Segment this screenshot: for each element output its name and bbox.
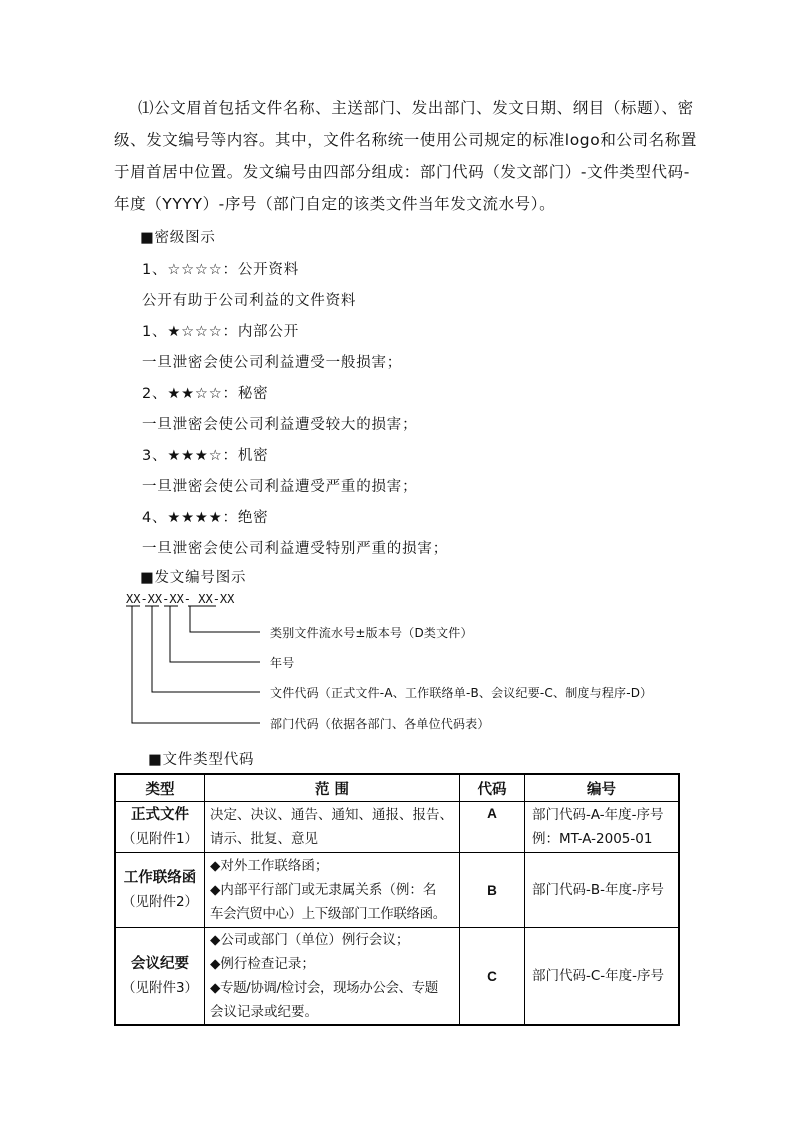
secret-level-desc: 公开有助于公司利益的文件资料 (142, 293, 357, 309)
secret-level-desc: 一旦泄密会使公司利益遭受特别严重的损害； (142, 541, 448, 557)
scope-cell (205, 802, 460, 853)
header-number: 编号 (525, 774, 680, 802)
header-type: 类型 (115, 774, 205, 802)
type-cell (115, 853, 205, 928)
scope-line: ◆对外工作联络函； (210, 858, 329, 874)
scope-line: 决定、决议、通告、通知、通报、报告、 (210, 807, 453, 823)
numbering-heading: ■发文编号图示 (140, 570, 247, 586)
secret-heading: ■密级图示 (140, 230, 216, 246)
numbering-label-department: 部门代码（依据各部门、各单位代码表） (270, 717, 490, 731)
scope-line: 车会汽贸中心）上下级部门工作联络函。 (210, 906, 446, 922)
number-cell (525, 928, 680, 1026)
intro-line-2: 级、发文编号等内容。其中，文件名称统一使用公司规定的标准logo和公司名称置 (114, 131, 697, 149)
header-scope: 范 围 (205, 774, 460, 802)
secret-level-desc: 一旦泄密会使公司利益遭受一般损害； (142, 355, 403, 371)
intro-line-4: 年度（YYYY）-序号（部门自定的该类文件当年发文流水号）。 (114, 195, 556, 213)
numbering-label-doctype: 文件代码（正式文件-A、工作联络单-B、会议纪要-C、制度与程序-D） (270, 686, 653, 700)
scope-line: ◆例行检查记录； (210, 956, 315, 972)
number-cell (525, 853, 680, 928)
table-row (115, 853, 679, 928)
scope-line: ◆内部平行部门或无隶属关系（例：名 (210, 882, 437, 898)
numbering-code: XX-XX-XX- XX-XX (126, 592, 235, 606)
type-cell (115, 928, 205, 1026)
types-heading: ■文件类型代码 (148, 752, 255, 768)
secret-level-label: 1、☆☆☆☆：公开资料 (142, 262, 300, 278)
intro-line-3: 于眉首居中位置。发文编号由四部分组成：部门代码（发文部门）-文件类型代码- (114, 163, 690, 181)
secret-level-label: 4、★★★★：绝密 (142, 510, 269, 526)
type-attachment: （见附件2） (121, 894, 199, 910)
type-name: 正式文件 (131, 807, 189, 823)
type-attachment: （见附件3） (121, 980, 199, 996)
secret-level-desc: 一旦泄密会使公司利益遭受较大的损害； (142, 417, 418, 433)
type-attachment: （见附件1） (121, 831, 199, 847)
intro-paragraph (114, 92, 697, 220)
number-cell (525, 802, 680, 853)
type-name: 工作联络函 (123, 870, 197, 886)
number-line: 部门代码-B-年度-序号 (532, 882, 664, 898)
code-cell: A (460, 802, 525, 853)
numbering-label-year: 年号 (270, 656, 295, 670)
secret-level-label: 3、★★★☆：机密 (142, 448, 269, 464)
code-cell: B (460, 853, 525, 928)
file-type-table (114, 773, 680, 1026)
intro-line-1: ⑴公文眉首包括文件名称、主送部门、发出部门、发文日期、纲目（标题）、密 (138, 99, 694, 117)
number-line: 部门代码-C-年度-序号 (532, 968, 665, 984)
scope-line: 请示、批复、意见 (210, 831, 318, 847)
numbering-label-serial: 类别文件流水号±版本号（D类文件） (270, 626, 473, 640)
table-row (115, 802, 679, 853)
number-line: 部门代码-A-年度-序号 (532, 807, 664, 823)
table-row (115, 928, 679, 1026)
scope-line: 会议记录或纪要。 (210, 1004, 318, 1020)
type-name: 会议纪要 (131, 956, 189, 972)
secret-level-label: 2、★★☆☆：秘密 (142, 386, 269, 402)
header-code: 代码 (460, 774, 525, 802)
code-cell: C (460, 928, 525, 1026)
type-cell (115, 802, 205, 853)
scope-cell (205, 928, 460, 1026)
secret-level-label: 1、★☆☆☆：内部公开 (142, 324, 300, 340)
scope-line: ◆专题/协调/检讨会，现场办公会、专题 (210, 980, 438, 996)
numbering-diagram (120, 590, 680, 740)
scope-line: ◆公司或部门（单位）例行会议； (210, 932, 410, 948)
secret-level-desc: 一旦泄密会使公司利益遭受严重的损害； (142, 479, 418, 495)
table-header-row (115, 774, 679, 802)
number-line: 例：MT-A-2005-01 (532, 831, 653, 847)
scope-cell (205, 853, 460, 928)
